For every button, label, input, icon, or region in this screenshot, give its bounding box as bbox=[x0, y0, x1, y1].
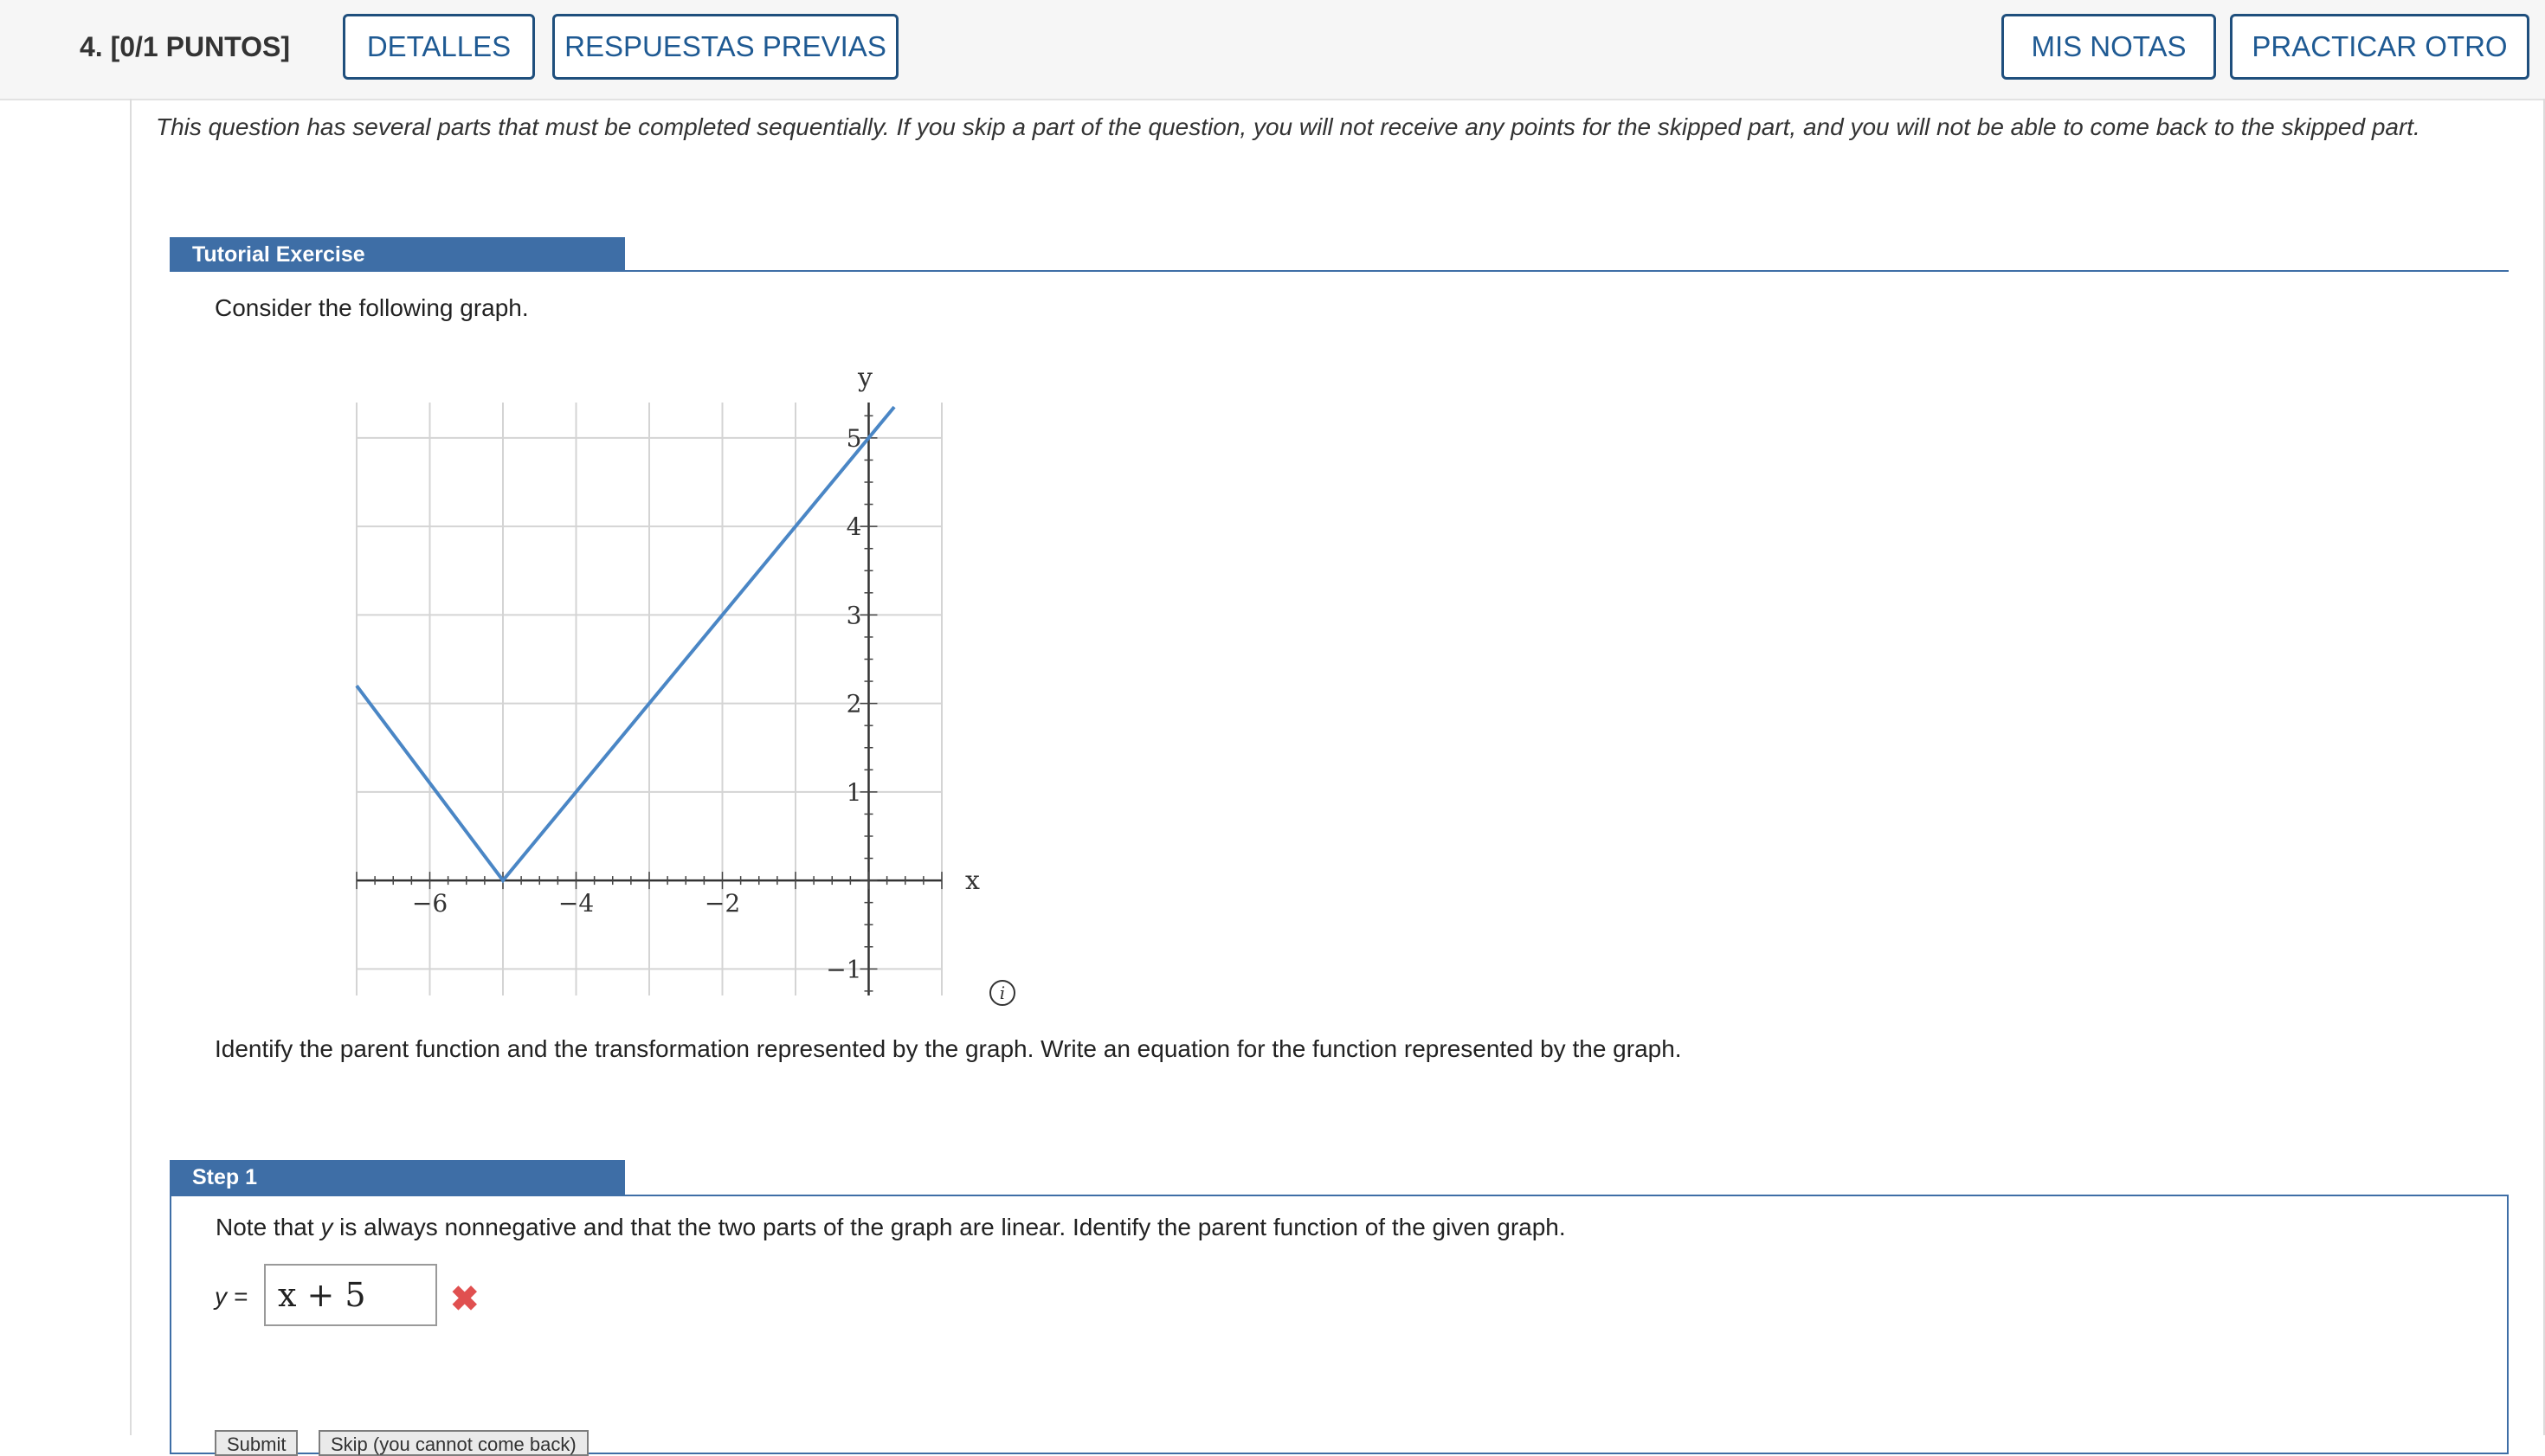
step1-header: Step 1 bbox=[170, 1160, 625, 1195]
practice-another-button[interactable]: PRACTICAR OTRO bbox=[2230, 14, 2529, 80]
my-notes-button[interactable]: MIS NOTAS bbox=[2001, 14, 2216, 80]
function-graph bbox=[346, 355, 1039, 1013]
step1-instruction-post: is always nonnegative and that the two parts of the graph are linear. Identify the parent function of the given graph. bbox=[332, 1214, 1566, 1240]
answer-label: y = bbox=[215, 1283, 248, 1310]
details-button[interactable]: DETALLES bbox=[343, 14, 535, 80]
y-tick-label: 2 bbox=[846, 689, 862, 718]
y-tick-label: 4 bbox=[846, 512, 862, 542]
y-axis-label: y bbox=[858, 363, 873, 393]
graph-series-line bbox=[357, 407, 894, 880]
y-tick-label: −1 bbox=[826, 955, 862, 984]
y-tick-label: 1 bbox=[846, 777, 862, 807]
x-tick-label: −6 bbox=[411, 889, 448, 918]
answer-input[interactable] bbox=[264, 1264, 437, 1326]
step1-instruction-var: y bbox=[320, 1214, 333, 1240]
question-number-text: 4. bbox=[80, 31, 103, 62]
step1-instruction-pre: Note that bbox=[216, 1214, 321, 1240]
tutorial-divider bbox=[170, 270, 2509, 272]
x-axis-label: x bbox=[965, 866, 980, 896]
x-tick-label: −4 bbox=[557, 889, 595, 918]
answer-value: x + 5 bbox=[278, 1276, 366, 1314]
x-mark-icon: ✖ bbox=[450, 1280, 480, 1318]
previous-answers-button[interactable]: RESPUESTAS PREVIAS bbox=[552, 14, 899, 80]
y-tick-label: 5 bbox=[846, 423, 862, 453]
submit-button[interactable]: Submit bbox=[215, 1430, 298, 1456]
tutorial-exercise-header: Tutorial Exercise bbox=[170, 237, 625, 272]
question-header bbox=[0, 0, 2545, 100]
step1-instruction bbox=[216, 1214, 1566, 1241]
intro-text: This question has several parts that must be completed sequentially. If you skip a part of the question, you will not receive any points for the skipped part, and you will not be able to come back to the skipped part. bbox=[156, 113, 2420, 140]
x-tick-label: −2 bbox=[704, 889, 741, 918]
tutorial-prompt: Consider the following graph. bbox=[215, 294, 529, 321]
points-label: [0/1 PUNTOS] bbox=[110, 31, 291, 62]
y-tick-label: 3 bbox=[846, 601, 862, 630]
skip-button[interactable]: Skip (you cannot come back) bbox=[319, 1430, 589, 1456]
tutorial-question: Identify the parent function and the transformation represented by the graph. Write an equation for the function represented by the graph. bbox=[215, 1035, 1682, 1062]
question-number bbox=[80, 31, 290, 63]
info-icon[interactable]: i bbox=[989, 980, 1015, 1006]
